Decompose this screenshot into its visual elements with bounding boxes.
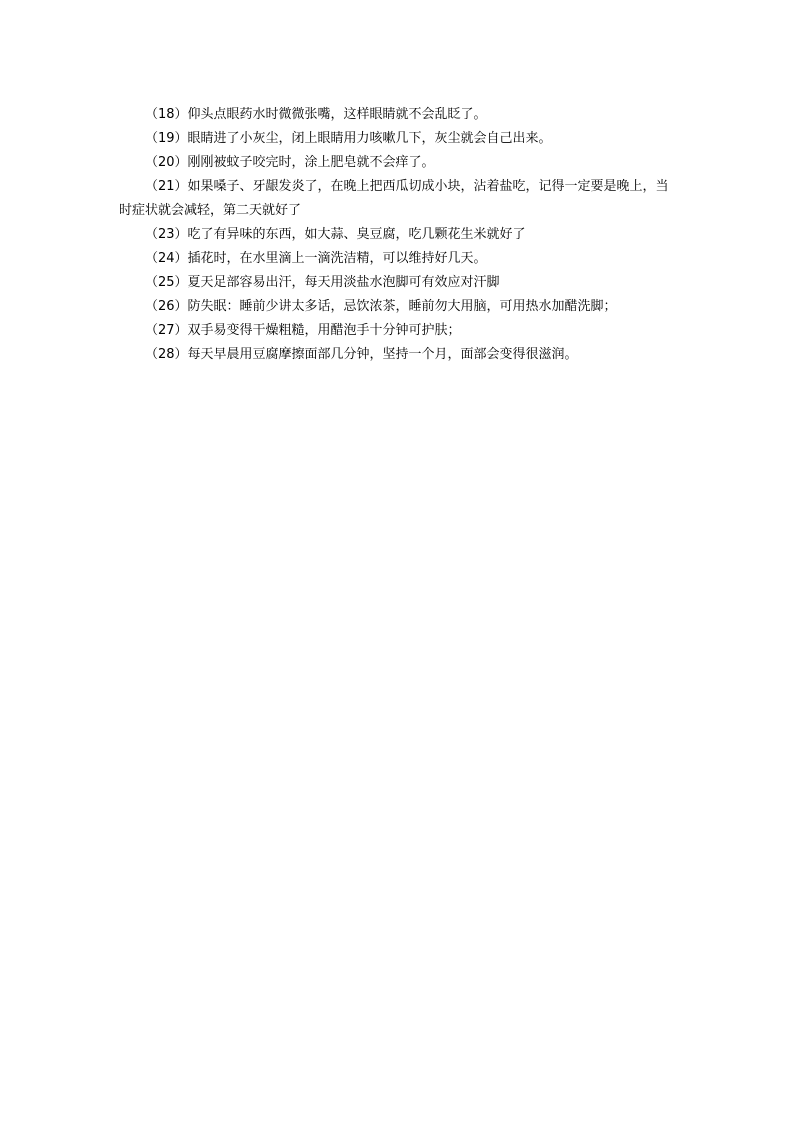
tip-item-27: （27）双手易变得干燥粗糙，用醋泡手十分钟可护肤； bbox=[145, 323, 461, 338]
tip-item-26: （26）防失眠：睡前少讲太多话，忌饮浓茶，睡前勿大用脑，可用热水加醋洗脚； bbox=[145, 299, 617, 314]
tip-item-18: （18）仰头点眼药水时微微张嘴，这样眼睛就不会乱眨了。 bbox=[145, 107, 487, 122]
tip-item-25: （25）夏天足部容易出汗，每天用淡盐水泡脚可有效应对汗脚 bbox=[145, 275, 500, 290]
tips-list bbox=[119, 103, 679, 367]
tip-item-24: （24）插花时，在水里滴上一滴洗洁精，可以维持好几天。 bbox=[145, 251, 487, 266]
tip-item-19: （19）眼睛进了小灰尘，闭上眼睛用力咳嗽几下，灰尘就会自己出来。 bbox=[145, 131, 552, 146]
tip-item-28: （28）每天早晨用豆腐摩擦面部几分钟，坚持一个月，面部会变得很滋润。 bbox=[145, 347, 578, 362]
tip-item-23: （23）吃了有异味的东西，如大蒜、臭豆腐，吃几颗花生米就好了 bbox=[145, 227, 526, 242]
tip-item-20: （20）刚刚被蚊子咬完时，涂上肥皂就不会痒了。 bbox=[145, 155, 435, 170]
tip-item-21: （21）如果嗓子、牙龈发炎了，在晚上把西瓜切成小块，沾着盐吃，记得一定要是晚上，当时症状就会减轻，第二天就好了 bbox=[119, 179, 669, 218]
